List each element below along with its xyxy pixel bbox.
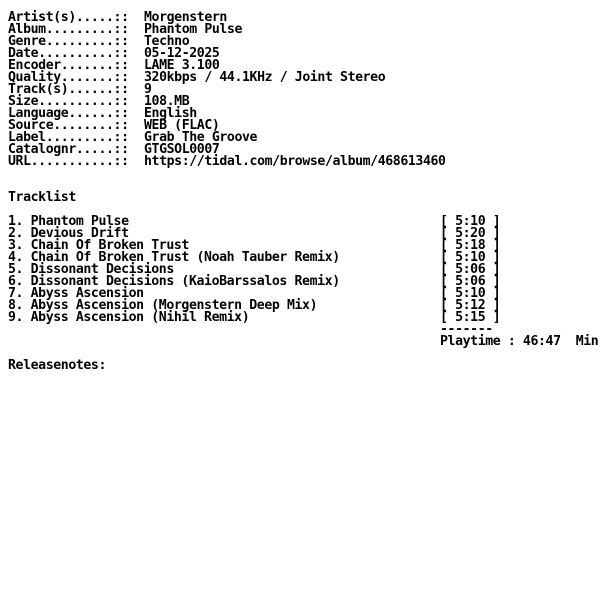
track-row xyxy=(8,312,612,324)
track-time: [ 5:06 ] xyxy=(440,262,501,277)
track-title: 2. Devious Drift xyxy=(8,226,129,241)
info-key: Language......:: xyxy=(8,106,129,121)
releasenotes-heading: Releasenotes: xyxy=(8,358,107,373)
info-url xyxy=(8,156,612,168)
track-title: 8. Abyss Ascension (Morgenstern Deep Mix) xyxy=(8,298,318,313)
track-time: [ 5:18 ] xyxy=(440,238,501,253)
track-time: [ 5:10 ] xyxy=(440,286,501,301)
track-time: [ 5:15 ] xyxy=(440,310,501,325)
info-value: Grab The Groove xyxy=(144,130,258,145)
playtime: Playtime : 46:47 Min xyxy=(440,334,599,349)
track-time: [ 5:12 ] xyxy=(440,298,501,313)
info-key: Genre.........:: xyxy=(8,34,129,49)
info-key: Encoder.......:: xyxy=(8,58,129,73)
info-key: Label.........:: xyxy=(8,130,129,145)
track-title: 6. Dissonant Decisions (KaioBarssalos Remix) xyxy=(8,274,340,289)
info-key: Catalognr.....:: xyxy=(8,142,129,157)
info-value: GTGSOL0007 xyxy=(144,142,220,157)
nfo-document xyxy=(8,12,612,372)
track-title: 1. Phantom Pulse xyxy=(8,214,129,229)
tracklist xyxy=(8,216,612,348)
info-key: Album.........:: xyxy=(8,22,129,37)
track-title: 3. Chain Of Broken Trust xyxy=(8,238,189,253)
info-value: https://tidal.com/browse/album/468613460 xyxy=(144,154,446,169)
info-key: Date..........:: xyxy=(8,46,129,61)
track-time: [ 5:20 ] xyxy=(440,226,501,241)
info-key: Track(s)......:: xyxy=(8,82,129,97)
info-key: Source........:: xyxy=(8,118,129,133)
info-value: 9 xyxy=(144,82,152,97)
track-title: 4. Chain Of Broken Trust (Noah Tauber Remix) xyxy=(8,250,340,265)
info-value: LAME 3.100 xyxy=(144,58,220,73)
blank-line xyxy=(8,180,612,192)
track-time: [ 5:06 ] xyxy=(440,274,501,289)
info-value: English xyxy=(144,106,197,121)
blank-line xyxy=(8,168,612,180)
info-value: 320kbps / 44.1KHz / Joint Stereo xyxy=(144,70,386,85)
info-key: Artist(s).....:: xyxy=(8,10,129,25)
info-value: Morgenstern xyxy=(144,10,227,25)
track-time: [ 5:10 ] xyxy=(440,214,501,229)
track-title: 9. Abyss Ascension (Nihil Remix) xyxy=(8,310,250,325)
info-value: 108.MB xyxy=(144,94,190,109)
info-value: 05-12-2025 xyxy=(144,46,220,61)
info-key: Size..........:: xyxy=(8,94,129,109)
release-info xyxy=(8,12,612,168)
info-value: Techno xyxy=(144,34,190,49)
track-title: 7. Abyss Ascension xyxy=(8,286,144,301)
info-key: Quality.......:: xyxy=(8,70,129,85)
info-key: URL...........:: xyxy=(8,154,129,169)
tracklist-heading: Tracklist xyxy=(8,190,76,205)
separator: ------- xyxy=(440,322,493,337)
info-value: Phantom Pulse xyxy=(144,22,243,37)
track-title: 5. Dissonant Decisions xyxy=(8,262,174,277)
info-value: WEB (FLAC) xyxy=(144,118,220,133)
playtime-row xyxy=(8,336,612,348)
track-time: [ 5:10 ] xyxy=(440,250,501,265)
